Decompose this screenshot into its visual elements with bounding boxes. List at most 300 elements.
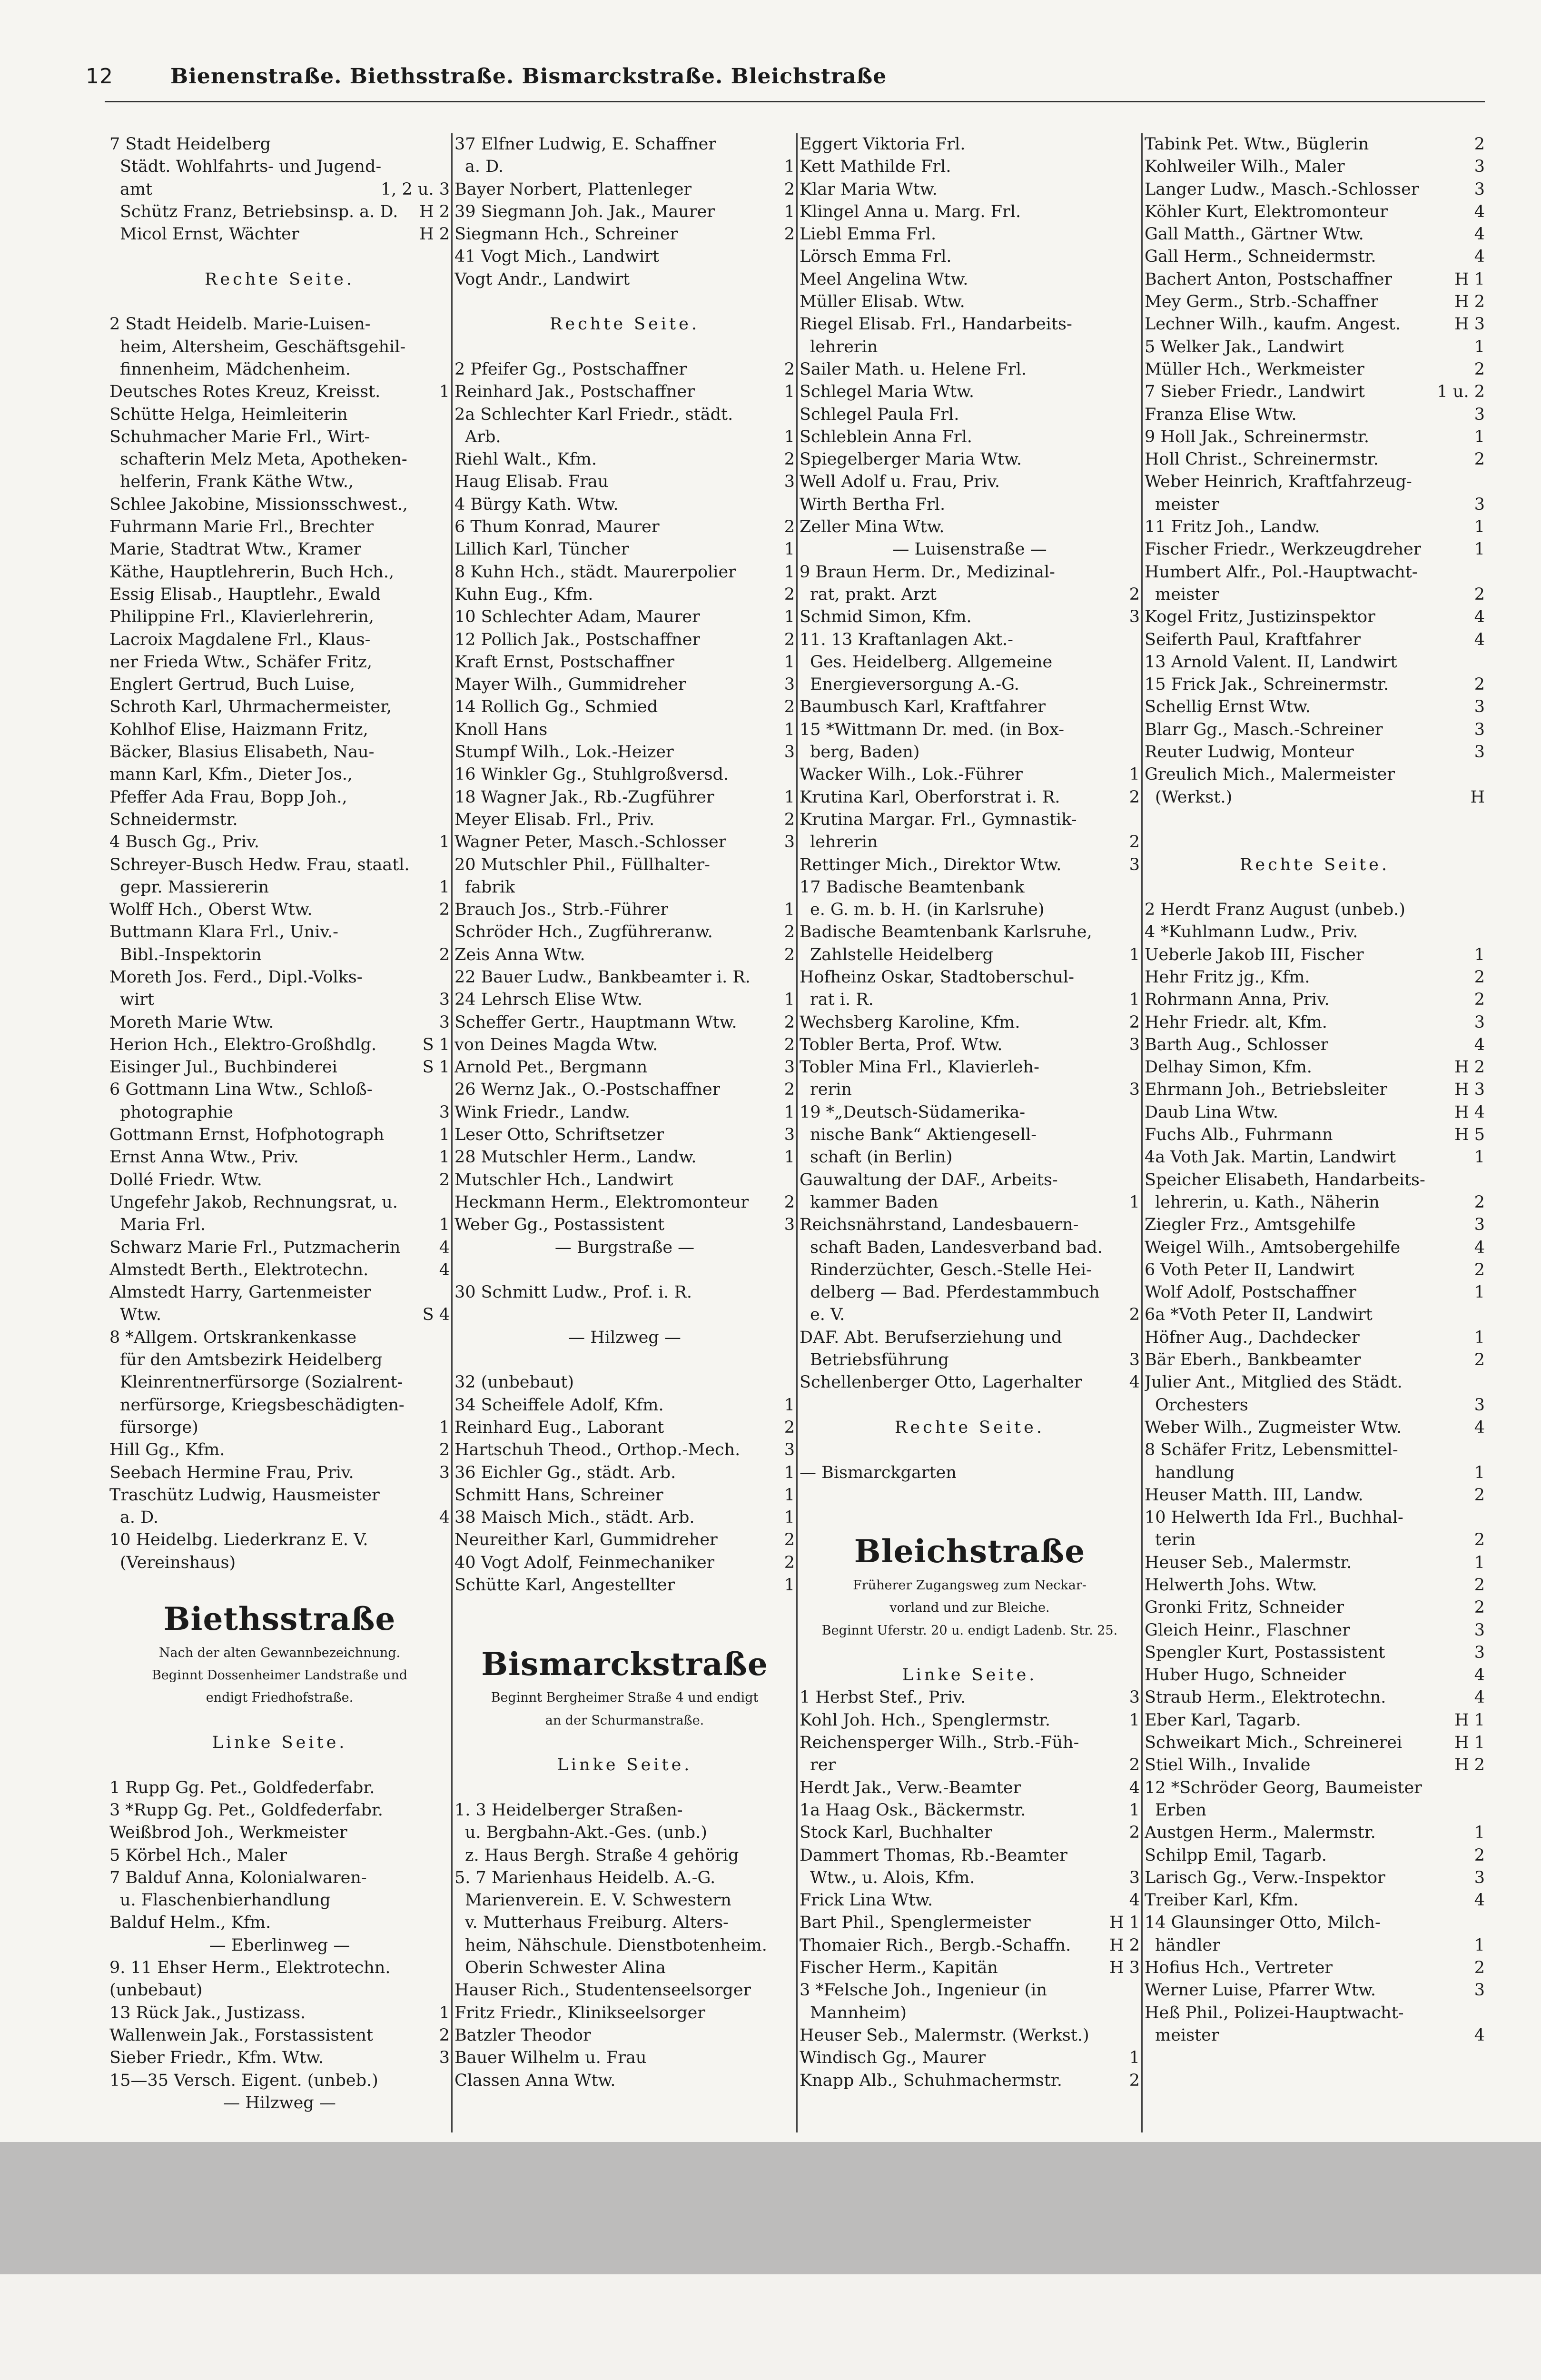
directory-entry bbox=[109, 561, 450, 584]
directory-entry bbox=[454, 944, 795, 966]
directory-entry bbox=[800, 1912, 1140, 1934]
spacer bbox=[109, 1754, 450, 1776]
floor-number: 3 bbox=[1474, 1981, 1485, 2000]
directory-entry bbox=[109, 1529, 450, 1551]
entry-text: mann Karl, Kfm., Dieter Jos., bbox=[109, 765, 353, 784]
entry-text: Julier Ant., Mitglied des Städt. bbox=[1145, 1373, 1403, 1392]
directory-entry bbox=[800, 1056, 1140, 1079]
directory-entry bbox=[1145, 1079, 1485, 1101]
floor-number: 4 bbox=[1129, 1373, 1140, 1392]
directory-entry bbox=[1145, 696, 1485, 718]
directory-entry bbox=[454, 1371, 795, 1394]
entry-text: Wolff Hch., Oberst Wtw. bbox=[109, 900, 313, 920]
floor-number: 2 bbox=[784, 697, 795, 717]
floor-number: 2 bbox=[784, 945, 795, 964]
directory-entry bbox=[454, 741, 795, 764]
entry-text: berg, Baden) bbox=[810, 743, 920, 762]
directory-entry bbox=[454, 201, 795, 223]
entry-text: Scheffer Gertr., Hauptmann Wtw. bbox=[454, 1012, 737, 1032]
floor-number: 1 bbox=[1474, 427, 1485, 446]
entry-text: Klingel Anna u. Marg. Frl. bbox=[800, 202, 1021, 221]
directory-entry bbox=[1145, 584, 1485, 606]
entry-text: 6 Thum Konrad, Maurer bbox=[454, 517, 660, 537]
directory-entry bbox=[800, 2002, 1140, 2024]
directory-entry bbox=[1145, 178, 1485, 201]
directory-entry bbox=[1145, 426, 1485, 448]
directory-entry bbox=[454, 223, 795, 246]
entry-text: 30 Schmitt Ludw., Prof. i. R. bbox=[454, 1283, 692, 1302]
directory-entry bbox=[800, 1686, 1140, 1709]
floor-number: 3 bbox=[1474, 1395, 1485, 1415]
entry-text: Höfner Aug., Dachdecker bbox=[1145, 1328, 1360, 1347]
entry-text: Kohlweiler Wilh., Maler bbox=[1145, 157, 1345, 177]
entry-text: Daub Lina Wtw. bbox=[1145, 1102, 1278, 1122]
directory-entry bbox=[109, 606, 450, 628]
entry-text: z. Haus Bergh. Straße 4 gehörig bbox=[465, 1845, 739, 1865]
entry-text: Hartschuh Theod., Orthop.-Mech. bbox=[454, 1440, 741, 1460]
floor-number: 1 bbox=[784, 202, 795, 221]
spacer bbox=[454, 1777, 795, 1799]
entry-text: Reichsnährstand, Landesbauern- bbox=[800, 1215, 1079, 1235]
entry-text: (Vereinshaus) bbox=[120, 1553, 236, 1572]
entry-text: Wallenwein Jak., Forstassistent bbox=[109, 2025, 373, 2045]
directory-entry bbox=[1145, 156, 1485, 178]
directory-entry bbox=[454, 1979, 795, 2002]
page-number: 12 bbox=[86, 64, 113, 89]
directory-entry bbox=[454, 1124, 795, 1146]
directory-entry bbox=[454, 584, 795, 606]
entry-text: Austgen Herm., Malermstr. bbox=[1145, 1823, 1376, 1843]
floor-number: 2 bbox=[784, 359, 795, 379]
entry-text: nische Bank“ Aktiengesell- bbox=[810, 1125, 1037, 1145]
entry-text: — Bismarckgarten bbox=[800, 1463, 957, 1482]
directory-entry bbox=[1145, 606, 1485, 628]
entry-text: 6 Gottmann Lina Wtw., Schloß- bbox=[109, 1080, 373, 1100]
directory-entry bbox=[109, 1371, 450, 1394]
page-header bbox=[86, 57, 1494, 95]
entry-text: finnenheim, Mädchenheim. bbox=[120, 359, 351, 379]
entry-text: Schroth Karl, Uhrmachermeister, bbox=[109, 697, 392, 717]
directory-entry bbox=[454, 516, 795, 538]
entry-text: Siegmann Hch., Schreiner bbox=[454, 225, 678, 244]
entry-text: Schütz Franz, Betriebsinsp. a. D. bbox=[120, 202, 398, 221]
directory-entry bbox=[800, 651, 1140, 674]
directory-entry bbox=[800, 516, 1140, 538]
entry-text: Köhler Kurt, Elektromonteur bbox=[1145, 202, 1388, 221]
entry-text: amt bbox=[120, 179, 153, 199]
spacer bbox=[454, 291, 795, 313]
directory-entry bbox=[1145, 246, 1485, 268]
floor-number: 3 bbox=[1474, 1643, 1485, 1662]
floor-number: 2 bbox=[1474, 675, 1485, 694]
directory-entry bbox=[454, 381, 795, 403]
directory-entry bbox=[800, 1259, 1140, 1281]
directory-entry bbox=[800, 629, 1140, 651]
directory-entry bbox=[454, 1574, 795, 1597]
entry-text: Moreth Jos. Ferd., Dipl.-Volks- bbox=[109, 967, 363, 987]
side-heading: Linke Seite. bbox=[557, 1755, 692, 1775]
floor-number: 2 bbox=[1474, 967, 1485, 987]
directory-entry bbox=[454, 1169, 795, 1191]
entry-text: 24 Lehrsch Elise Wtw. bbox=[454, 990, 642, 1010]
entry-text: helferin, Frank Käthe Wtw., bbox=[120, 472, 354, 492]
floor-number: 2 bbox=[784, 810, 795, 829]
directory-entry bbox=[109, 1957, 450, 1979]
entry-text: Almstedt Berth., Elektrotechn. bbox=[109, 1260, 369, 1279]
entry-text: (unbebaut) bbox=[109, 1981, 203, 2000]
directory-entry bbox=[1145, 561, 1485, 584]
floor-number: 2 bbox=[1474, 990, 1485, 1010]
entry-text: lehrerin bbox=[810, 337, 878, 357]
entry-text: Micol Ernst, Wächter bbox=[120, 225, 299, 244]
directory-entry bbox=[109, 201, 450, 223]
entry-text: Essig Elisab., Hauptlehr., Ewald bbox=[109, 585, 381, 604]
floor-number: 2 bbox=[1129, 1823, 1140, 1843]
directory-entry bbox=[800, 1709, 1140, 1732]
side-heading: Rechte Seite. bbox=[1240, 855, 1390, 874]
floor-number: 2 bbox=[439, 945, 450, 964]
entry-text: Marienverein. E. V. Schwestern bbox=[465, 1891, 731, 1910]
entry-text: Fuhrmann Marie Frl., Brechter bbox=[109, 517, 374, 537]
directory-entry bbox=[109, 1822, 450, 1844]
directory-entry bbox=[1145, 1259, 1485, 1281]
directory-entry bbox=[1145, 1529, 1485, 1551]
entry-text: Kohlhof Elise, Haizmann Fritz, bbox=[109, 720, 368, 739]
street-description: Nach der alten Gewannbezeichnung. bbox=[158, 1645, 401, 1660]
directory-entry bbox=[454, 2047, 795, 2069]
floor-number: 2 bbox=[1474, 1192, 1485, 1212]
floor-number: 2 bbox=[784, 225, 795, 244]
directory-entry bbox=[800, 1327, 1140, 1349]
entry-text: Mannheim) bbox=[810, 2003, 907, 2023]
entry-text: handlung bbox=[1155, 1463, 1235, 1482]
entry-text: Ziegler Frz., Amtsgehilfe bbox=[1145, 1215, 1356, 1235]
floor-number: H 1 bbox=[1454, 1710, 1485, 1730]
entry-text: Philippine Frl., Klavierlehrerin, bbox=[109, 607, 374, 627]
entry-text: Langer Ludw., Masch.-Schlosser bbox=[1145, 179, 1419, 199]
entry-text: Helwerth Johs. Wtw. bbox=[1145, 1576, 1317, 1595]
directory-entry bbox=[1145, 764, 1485, 786]
entry-text: Schmitt Hans, Schreiner bbox=[454, 1485, 663, 1505]
entry-text: Humbert Alfr., Pol.-Hauptwacht- bbox=[1145, 562, 1418, 582]
entry-text: Brauch Jos., Strb.-Führer bbox=[454, 900, 669, 920]
directory-entry bbox=[800, 246, 1140, 268]
floor-number: 1 bbox=[1129, 1800, 1140, 1820]
directory-entry bbox=[800, 448, 1140, 471]
directory-entry bbox=[800, 1146, 1140, 1169]
entry-text: Schlegel Paula Frl. bbox=[800, 405, 959, 424]
entry-text: Holl Christ., Schreinermstr. bbox=[1145, 450, 1379, 469]
floor-number: S 4 bbox=[422, 1305, 450, 1325]
directory-entry bbox=[1145, 629, 1485, 651]
entry-text: 40 Vogt Adolf, Feinmechaniker bbox=[454, 1553, 715, 1572]
entry-text: rerin bbox=[810, 1080, 852, 1100]
entry-text: Almstedt Harry, Gartenmeister bbox=[109, 1283, 371, 1302]
directory-entry bbox=[800, 426, 1140, 448]
entry-text: Badische Beamtenbank Karlsruhe, bbox=[800, 922, 1092, 942]
entry-text: Krutina Margar. Frl., Gymnastik- bbox=[800, 810, 1077, 829]
directory-entry bbox=[454, 1214, 795, 1236]
entry-text: 2 Herdt Franz August (unbeb.) bbox=[1145, 900, 1405, 920]
directory-entry bbox=[1145, 1867, 1485, 1889]
directory-entry bbox=[109, 404, 450, 426]
entry-text: rat, prakt. Arzt bbox=[810, 585, 937, 604]
entry-text: delberg — Bad. Pferdestammbuch bbox=[810, 1283, 1100, 1302]
floor-number: 2 bbox=[784, 630, 795, 649]
floor-number: 4 bbox=[1129, 1891, 1140, 1910]
floor-number: H 2 bbox=[419, 225, 450, 244]
entry-text: Wtw. bbox=[120, 1305, 161, 1325]
directory-entry bbox=[1145, 494, 1485, 516]
entry-text: Arnold Pet., Bergmann bbox=[454, 1058, 648, 1077]
header-rule bbox=[105, 101, 1485, 102]
entry-text: Gall Herm., Schneidermstr. bbox=[1145, 247, 1376, 267]
entry-text: fürsorge) bbox=[120, 1418, 198, 1437]
entry-text: Oberin Schwester Alina bbox=[465, 1958, 666, 1978]
floor-number: 2 bbox=[784, 1080, 795, 1100]
floor-number: 1 bbox=[1129, 945, 1140, 964]
directory-entry bbox=[109, 2002, 450, 2024]
spacer bbox=[454, 1259, 795, 1281]
directory-entry bbox=[800, 471, 1140, 493]
entry-text: Fuchs Alb., Fuhrmann bbox=[1145, 1125, 1333, 1145]
directory-entry bbox=[1145, 1777, 1485, 1799]
floor-number: 1 bbox=[784, 157, 795, 177]
directory-entry bbox=[454, 426, 795, 448]
floor-number: 1 bbox=[784, 427, 795, 446]
directory-entry bbox=[109, 1507, 450, 1529]
directory-entry bbox=[454, 1552, 795, 1574]
spacer bbox=[800, 1394, 1140, 1417]
entry-text: 2a Schlechter Karl Friedr., städt. bbox=[454, 405, 733, 424]
directory-entry bbox=[1145, 223, 1485, 246]
entry-text: Energieversorgung A.-G. bbox=[810, 675, 1019, 694]
floor-number: 3 bbox=[1129, 607, 1140, 627]
directory-entry bbox=[800, 223, 1140, 246]
directory-entry bbox=[1145, 313, 1485, 336]
directory-entry bbox=[1145, 1056, 1485, 1079]
directory-column-3 bbox=[800, 133, 1140, 2092]
entry-text: Hauser Rich., Studentenseelsorger bbox=[454, 1981, 751, 2000]
spacer bbox=[454, 1619, 795, 1642]
directory-entry bbox=[109, 786, 450, 809]
directory-entry bbox=[109, 876, 450, 899]
entry-text: Schilpp Emil, Tagarb. bbox=[1145, 1845, 1327, 1865]
entry-text: 37 Elfner Ludwig, E. Schaffner bbox=[454, 135, 717, 154]
side-heading: Rechte Seite. bbox=[205, 269, 355, 289]
entry-text: Heuser Seb., Malermstr. (Werkst.) bbox=[800, 2025, 1089, 2045]
directory-entry bbox=[800, 921, 1140, 943]
floor-number: 1 bbox=[1474, 337, 1485, 357]
directory-entry bbox=[800, 1732, 1140, 1754]
entry-text: Schuhmacher Marie Frl., Wirt- bbox=[109, 427, 370, 446]
floor-number: 4 bbox=[439, 1238, 450, 1257]
entry-text: 1a Haag Osk., Bäckermstr. bbox=[800, 1800, 1026, 1820]
entry-text: Tobler Mina Frl., Klavierleh- bbox=[800, 1058, 1039, 1077]
entry-text: Zeis Anna Wtw. bbox=[454, 945, 585, 964]
floor-number: 3 bbox=[439, 1463, 450, 1482]
floor-number: 2 bbox=[1474, 450, 1485, 469]
entry-text: Gauwaltung der DAF., Arbeits- bbox=[800, 1170, 1058, 1190]
floor-number: 3 bbox=[1474, 720, 1485, 739]
entry-text: Heuser Seb., Malermstr. bbox=[1145, 1553, 1352, 1572]
entry-text: Barth Aug., Schlosser bbox=[1145, 1035, 1329, 1054]
directory-entry bbox=[1145, 1034, 1485, 1056]
entry-text: Herdt Jak., Verw.-Beamter bbox=[800, 1778, 1021, 1797]
entry-text: Wolf Adolf, Postschaffner bbox=[1145, 1283, 1356, 1302]
entry-text: Erben bbox=[1155, 1800, 1206, 1820]
floor-number: 4 bbox=[1474, 1891, 1485, 1910]
directory-entry bbox=[109, 1844, 450, 1867]
directory-entry bbox=[800, 944, 1140, 966]
directory-entry bbox=[1145, 1146, 1485, 1169]
floor-number: 1 bbox=[784, 382, 795, 402]
directory-entry bbox=[109, 1439, 450, 1461]
cross-street-marker: — Hilzweg — bbox=[568, 1328, 681, 1347]
floor-number: 2 bbox=[439, 2025, 450, 2045]
entry-text: Ernst Anna Wtw., Priv. bbox=[109, 1148, 299, 1167]
entry-text: Schlegel Maria Wtw. bbox=[800, 382, 975, 402]
entry-text: 4 *Kuhlmann Ludw., Priv. bbox=[1145, 922, 1358, 942]
directory-entry bbox=[800, 1012, 1140, 1034]
directory-entry bbox=[800, 1462, 1140, 1484]
directory-entry bbox=[1145, 1597, 1485, 1619]
cross-street-marker: — Hilzweg — bbox=[223, 2093, 336, 2112]
entry-text: Riehl Walt., Kfm. bbox=[454, 450, 597, 469]
entry-text: heim, Altersheim, Geschäftsgehil- bbox=[120, 337, 406, 357]
directory-entry bbox=[1145, 1349, 1485, 1371]
entry-text: Bär Eberh., Bankbeamter bbox=[1145, 1350, 1361, 1370]
entry-text: Greulich Mich., Malermeister bbox=[1145, 765, 1395, 784]
directory-entry bbox=[454, 651, 795, 674]
entry-text: Lacroix Magdalene Frl., Klaus- bbox=[109, 630, 371, 649]
directory-entry bbox=[454, 1056, 795, 1079]
floor-number: 2 bbox=[784, 1035, 795, 1054]
entry-text: Gronki Fritz, Schneider bbox=[1145, 1598, 1344, 1617]
floor-number: 1 bbox=[1474, 1328, 1485, 1347]
floor-number: 3 bbox=[1474, 1620, 1485, 1640]
entry-text: Wechsberg Karoline, Kfm. bbox=[800, 1012, 1020, 1032]
entry-text: Reuter Ludwig, Monteur bbox=[1145, 743, 1354, 762]
entry-text: terin bbox=[1155, 1530, 1196, 1550]
entry-text: Classen Anna Wtw. bbox=[454, 2071, 616, 2090]
entry-text: 41 Vogt Mich., Landwirt bbox=[454, 247, 659, 267]
entry-text: Schröder Hch., Zugführeranw. bbox=[454, 922, 713, 942]
entry-text: Weber Wilh., Zugmeister Wtw. bbox=[1145, 1418, 1402, 1437]
floor-number: 1 bbox=[784, 562, 795, 582]
floor-number: 3 bbox=[1474, 697, 1485, 717]
directory-entry bbox=[109, 1462, 450, 1484]
entry-text: Mey Germ., Strb.-Schaffner bbox=[1145, 292, 1379, 312]
entry-text: Weber Gg., Postassistent bbox=[454, 1215, 665, 1235]
floor-number: H 1 bbox=[1109, 1913, 1140, 1933]
directory-entry bbox=[454, 786, 795, 809]
directory-entry bbox=[109, 1304, 450, 1326]
directory-entry bbox=[109, 381, 450, 403]
entry-text: rat i. R. bbox=[810, 990, 874, 1010]
spacer bbox=[1145, 831, 1485, 853]
directory-entry bbox=[109, 1214, 450, 1236]
floor-number: 2 bbox=[1474, 1845, 1485, 1865]
entry-text: a. D. bbox=[465, 157, 504, 177]
directory-entry bbox=[800, 291, 1140, 313]
spacer bbox=[454, 1304, 795, 1326]
spacer bbox=[109, 1709, 450, 1732]
directory-entry bbox=[800, 1304, 1140, 1326]
spacer bbox=[109, 1574, 450, 1597]
directory-entry bbox=[800, 2024, 1140, 2047]
floor-number: 1 bbox=[784, 720, 795, 739]
directory-entry bbox=[109, 696, 450, 718]
floor-number: 4 bbox=[1474, 1666, 1485, 1685]
spacer bbox=[800, 1484, 1140, 1507]
floor-number: H 2 bbox=[1454, 1755, 1485, 1775]
entry-text: Gleich Heinr., Flaschner bbox=[1145, 1620, 1350, 1640]
directory-entry bbox=[800, 1371, 1140, 1394]
directory-entry bbox=[1145, 1664, 1485, 1686]
entry-text: 13 Arnold Valent. II, Landwirt bbox=[1145, 652, 1397, 672]
floor-number: 1 bbox=[1474, 1553, 1485, 1572]
floor-number: 1 bbox=[1474, 1148, 1485, 1167]
directory-entry bbox=[109, 651, 450, 674]
floor-number: 2 bbox=[784, 585, 795, 604]
directory-entry bbox=[800, 966, 1140, 989]
entry-text: 13 Rück Jak., Justizass. bbox=[109, 2003, 306, 2023]
floor-number: 1 bbox=[1474, 1935, 1485, 1955]
floor-number: H 2 bbox=[1454, 1058, 1485, 1077]
directory-entry bbox=[800, 313, 1140, 336]
entry-text: Stumpf Wilh., Lok.-Heizer bbox=[454, 743, 674, 762]
entry-text: Schütte Karl, Angestellter bbox=[454, 1576, 675, 1595]
floor-number: 2 bbox=[1129, 1012, 1140, 1032]
directory-entry bbox=[800, 809, 1140, 831]
entry-text: lehrerin, u. Kath., Näherin bbox=[1155, 1192, 1380, 1212]
directory-entry bbox=[454, 966, 795, 989]
entry-text: Krutina Karl, Oberforstrat i. R. bbox=[800, 787, 1060, 807]
entry-text: Bachert Anton, Postschaffner bbox=[1145, 269, 1393, 289]
floor-number: 1 bbox=[784, 607, 795, 627]
floor-number: 1 bbox=[1129, 990, 1140, 1010]
entry-text: rer bbox=[810, 1755, 836, 1775]
entry-text: Speicher Elisabeth, Handarbeits- bbox=[1145, 1170, 1425, 1190]
floor-number: 2 bbox=[1474, 135, 1485, 154]
directory-entry bbox=[800, 1079, 1140, 1101]
street-description: Früherer Zugangsweg zum Neckar- bbox=[853, 1578, 1087, 1593]
directory-entry bbox=[109, 674, 450, 696]
entry-text: Fritz Friedr., Klinikseelsorger bbox=[454, 2003, 706, 2023]
directory-entry bbox=[454, 133, 795, 156]
spacer bbox=[109, 291, 450, 313]
directory-entry bbox=[454, 246, 795, 268]
directory-entry bbox=[454, 1012, 795, 1034]
directory-entry bbox=[454, 921, 795, 943]
entry-text: Stiel Wilh., Invalide bbox=[1145, 1755, 1311, 1775]
directory-entry bbox=[800, 494, 1140, 516]
directory-entry bbox=[109, 313, 450, 336]
entry-text: kammer Baden bbox=[810, 1192, 938, 1212]
directory-entry bbox=[800, 1844, 1140, 1867]
spacer bbox=[454, 1732, 795, 1754]
floor-number: 3 bbox=[784, 1215, 795, 1235]
floor-number: 2 bbox=[1474, 1485, 1485, 1505]
entry-text: Hofheinz Oskar, Stadtoberschul- bbox=[800, 967, 1074, 987]
directory-entry bbox=[454, 1507, 795, 1529]
directory-entry bbox=[1145, 1957, 1485, 1979]
directory-entry bbox=[109, 1146, 450, 1169]
floor-number: H 3 bbox=[1454, 315, 1485, 334]
entry-text: Städt. Wohlfahrts- und Jugend- bbox=[120, 157, 382, 177]
street-description: Beginnt Uferstr. 20 u. endigt Ladenb. Str. 25. bbox=[821, 1623, 1118, 1638]
